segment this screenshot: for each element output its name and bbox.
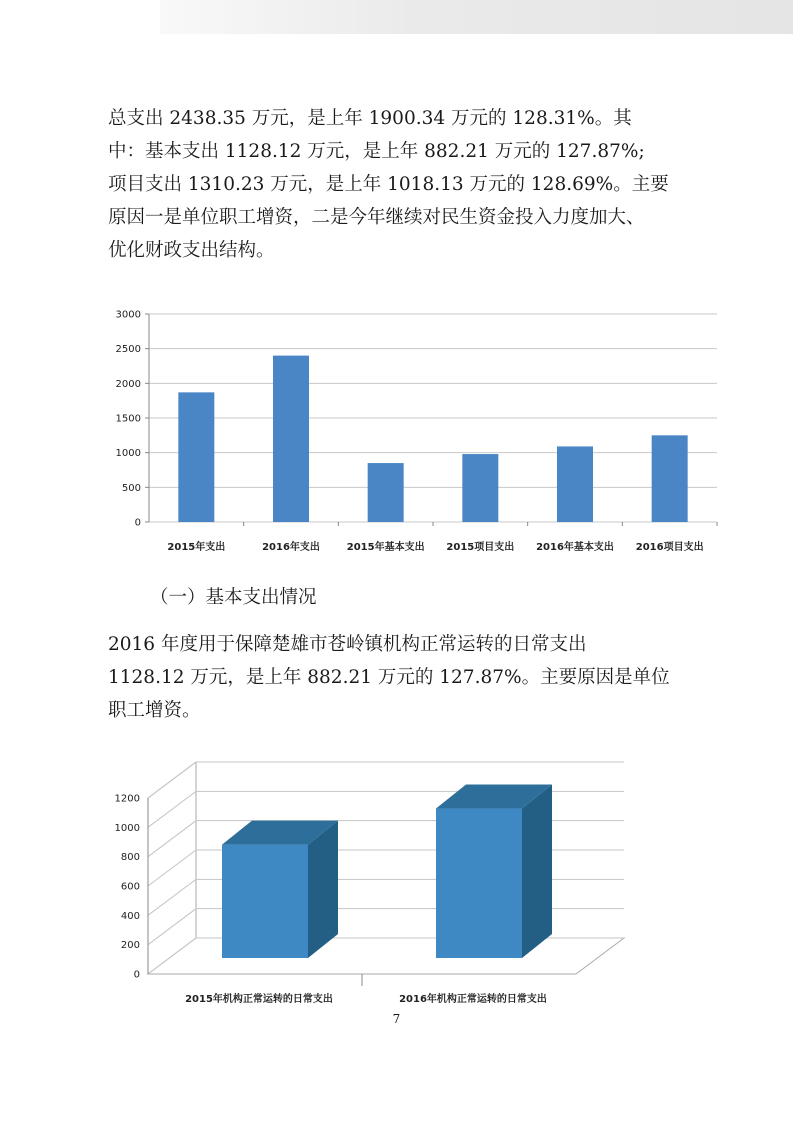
x-category-label: 2015年支出 bbox=[167, 542, 226, 553]
chart1-x-axis bbox=[167, 522, 717, 553]
chart-floor bbox=[148, 938, 624, 974]
x-category-label: 2016年基本支出 bbox=[536, 542, 614, 553]
text-line: 原因一是单位职工增资，二是今年继续对民生资金投入力度加大、 bbox=[108, 207, 645, 228]
chart1-gridlines bbox=[145, 314, 717, 522]
y-tick-label: 3000 bbox=[115, 309, 141, 321]
bar-3 bbox=[368, 463, 404, 522]
gridline bbox=[148, 791, 624, 827]
y-tick-label: 200 bbox=[120, 940, 140, 952]
y-tick-label: 2000 bbox=[115, 378, 141, 390]
y-tick-label: 1500 bbox=[115, 413, 141, 425]
gridline bbox=[148, 879, 624, 915]
text-line: 优化财政支出结构。 bbox=[108, 240, 275, 261]
chart2-bars bbox=[222, 785, 552, 958]
x-category-label: 2015年基本支出 bbox=[346, 542, 425, 553]
text-line: 总支出 2438.35 万元，是上年 1900.34 万元的 128.31%。其 bbox=[108, 108, 632, 129]
gridline bbox=[148, 909, 624, 945]
y-tick-label: 800 bbox=[120, 852, 140, 864]
y-tick-label: 1200 bbox=[114, 793, 140, 805]
section-heading: （一）基本支出情况 bbox=[150, 587, 317, 608]
gridline bbox=[148, 850, 624, 886]
bar-front bbox=[222, 845, 308, 958]
daily-operation-3d-bar-chart bbox=[108, 738, 688, 1010]
bar-front bbox=[436, 809, 522, 958]
gridline bbox=[148, 821, 624, 857]
y-tick-label: 1000 bbox=[115, 448, 141, 460]
chart1-y-axis bbox=[116, 310, 141, 529]
y-tick-label: 400 bbox=[120, 910, 140, 922]
y-tick-label: 0 bbox=[134, 517, 141, 529]
x-category-label: 2015项目支出 bbox=[446, 542, 515, 553]
text-line: 1128.12 万元，是上年 882.21 万元的 127.87%。主要原因是单位 bbox=[108, 667, 670, 688]
bar-1 bbox=[178, 392, 214, 522]
text-line: 2016 年度用于保障楚雄市苍岭镇机构正常运转的日常支出 bbox=[108, 634, 587, 655]
x-category-label: 2015年机构正常运转的日常支出 bbox=[185, 994, 333, 1005]
scan-header-band bbox=[160, 0, 793, 34]
y-tick-label: 0 bbox=[133, 969, 140, 981]
bar-2 bbox=[273, 356, 309, 522]
y-tick-label: 600 bbox=[120, 881, 140, 893]
bar-side bbox=[522, 785, 552, 958]
gridline bbox=[148, 938, 624, 974]
text-line: 项目支出 1310.23 万元，是上年 1018.13 万元的 128.69%。主要 bbox=[108, 174, 669, 195]
page-number: 7 bbox=[392, 1012, 401, 1026]
bar-1 bbox=[222, 821, 338, 958]
gridline bbox=[148, 762, 624, 798]
bar-side bbox=[308, 821, 338, 958]
chart2-walls bbox=[148, 762, 624, 974]
y-tick-label: 500 bbox=[121, 482, 141, 494]
chart1-bars bbox=[178, 356, 687, 522]
x-category-label: 2016项目支出 bbox=[635, 542, 704, 553]
expenditure-bar-chart bbox=[105, 298, 725, 570]
chart2-x-axis bbox=[185, 974, 547, 1005]
bar-6 bbox=[652, 435, 688, 522]
x-category-label: 2016年机构正常运转的日常支出 bbox=[399, 994, 547, 1005]
bar-2 bbox=[436, 785, 552, 958]
chart2-y-axis bbox=[115, 794, 140, 981]
bar-4 bbox=[462, 454, 498, 522]
paragraph-total-expenditure bbox=[108, 102, 688, 267]
bar-5 bbox=[557, 446, 593, 522]
text-line: 职工增资。 bbox=[108, 700, 201, 721]
y-tick-label: 1000 bbox=[114, 822, 140, 834]
paragraph-basic-expenditure bbox=[108, 628, 688, 727]
x-category-label: 2016年支出 bbox=[262, 542, 320, 553]
y-tick-label: 2500 bbox=[115, 344, 141, 356]
text-line: 中：基本支出 1128.12 万元，是上年 882.21 万元的 127.87%; bbox=[108, 141, 645, 162]
